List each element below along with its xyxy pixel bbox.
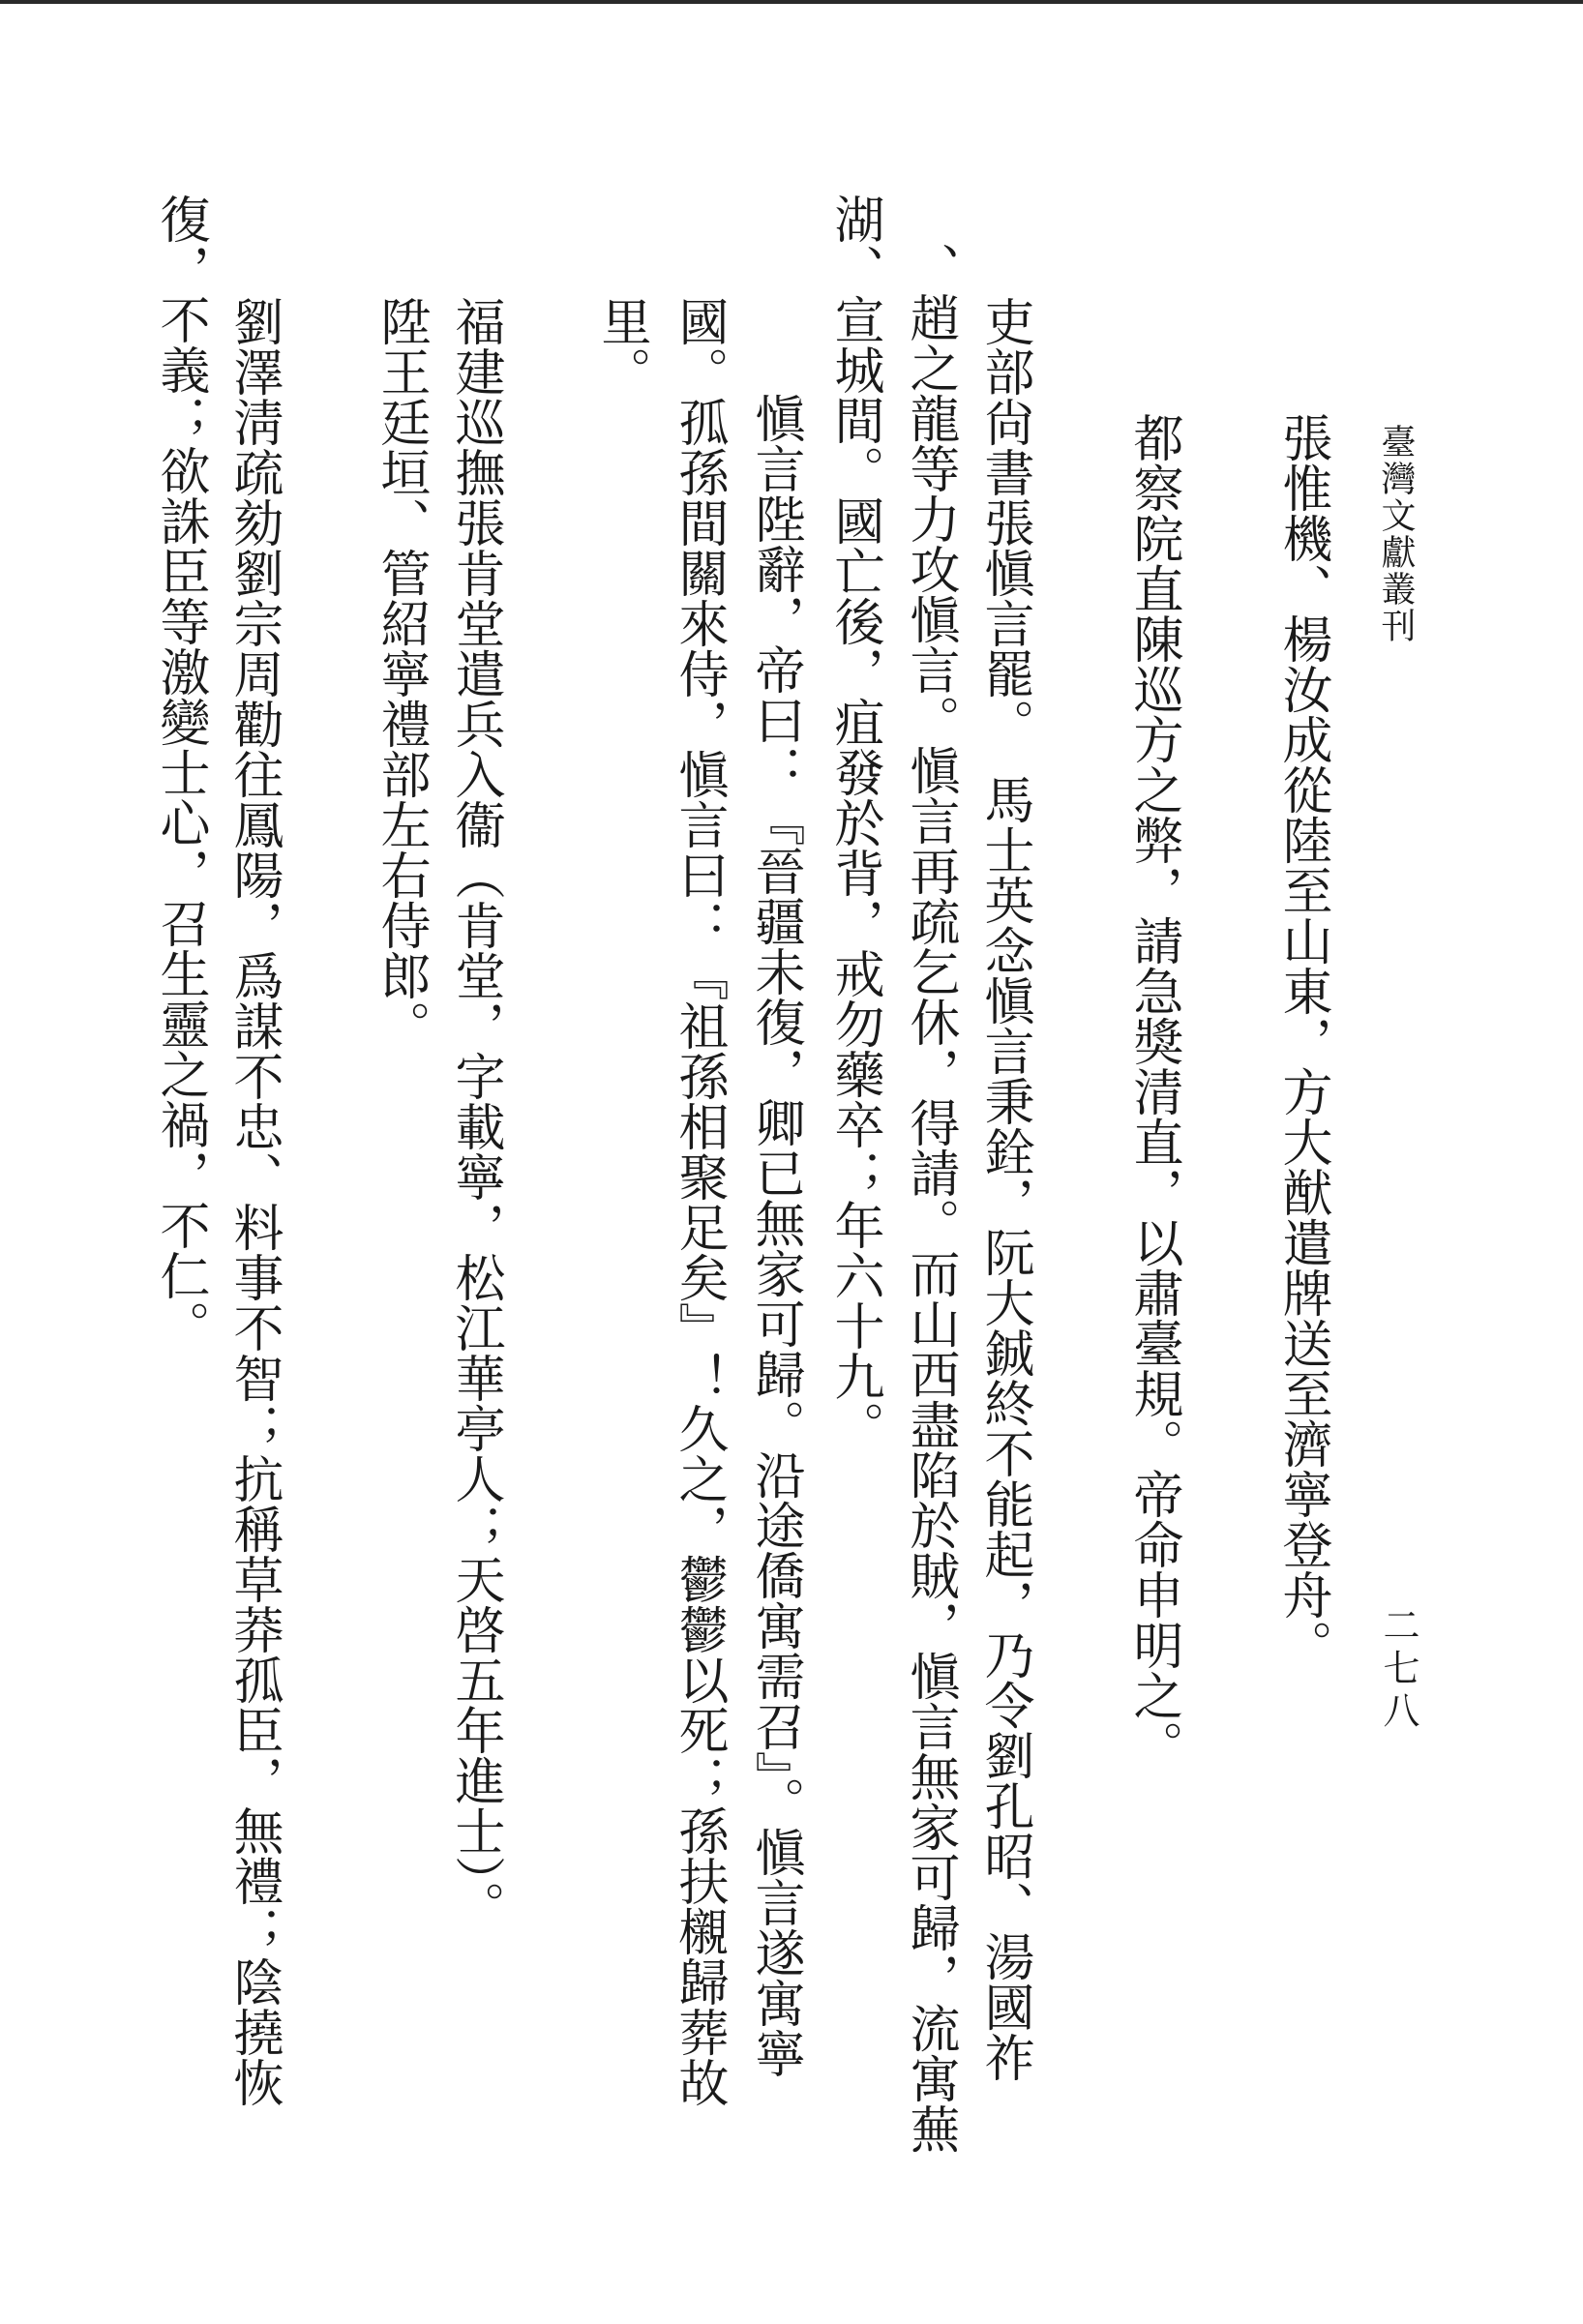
text-column: 吏部尙書張愼言罷。 馬士英念愼言秉銓，阮大鋮終不能起，乃令劉孔昭、湯國祚 [975,296,1033,2082]
page-number: 二七八 [1377,1606,1419,1734]
page-header-title: 臺灣文獻叢刊 [1376,424,1416,644]
text-column: 陞王廷垣、管紹寧禮部左右侍郎。 [372,296,430,1051]
text-column: 、趙之龍等力攻愼言。愼言再疏乞休，得請。而山西盡陷於賊，愼言無家可歸，流寓蕪 [901,242,959,2154]
text-column: 愼言陛辭，帝曰：『晉疆未復，卿已無家可歸。沿途僑寓需召』。愼言遂寓寧 [746,393,804,2078]
text-column: 張惟機、楊汝成從陸至山東，方大猷遣牌送至濟寧登舟。 [1273,412,1331,1670]
text-column: 都察院直陳巡方之弊，請急獎清直，以肅臺規。帝命申明之。 [1124,412,1182,1771]
text-column: 劉澤淸疏劾劉宗周勸往鳳陽，爲謀不忠、料事不智；抗稱草莽孤臣，無禮；陰撓恢 [224,296,283,2107]
text-column: 福建巡撫張肯堂遣兵入衞（肯堂，字載寧，松江華亭人；天啓五年進士）。 [446,296,504,1931]
text-column: 里。 [592,296,650,397]
text-column: 復，不義；欲誅臣等激變士心，召生靈之禍，不仁。 [151,194,209,1351]
text-column: 國。孤孫間關來侍，愼言曰：『祖孫相聚足矣』！久之，鬱鬱以死；孫扶櫬歸葬故 [670,296,728,2107]
top-rule [0,0,1583,4]
text-column: 湖、宣城間。國亡後，疽發於背，戒勿藥卒；年六十九。 [825,194,883,1451]
